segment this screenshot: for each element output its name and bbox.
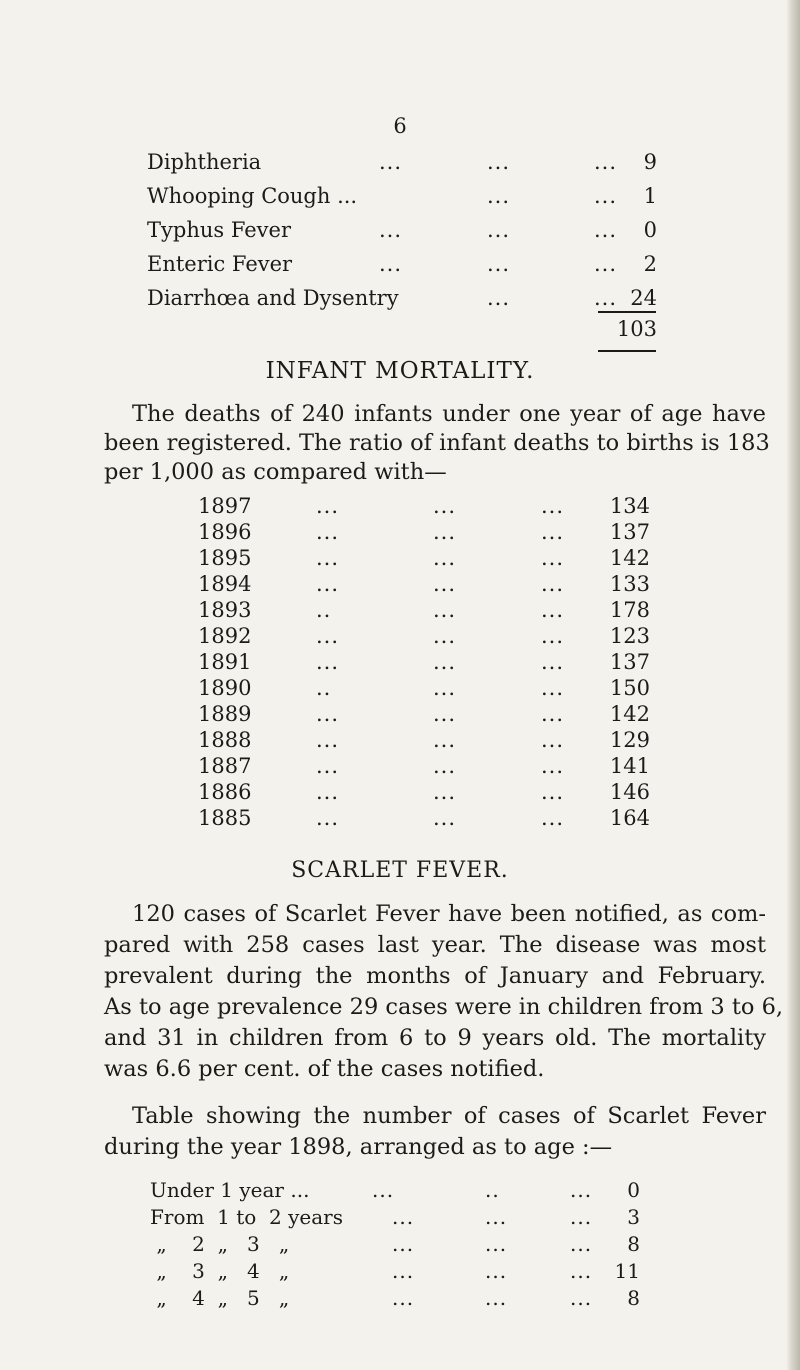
paragraph-line: been registered. The ratio of infant deaths to births is 183: [104, 430, 770, 456]
row-value: 2: [643, 252, 657, 276]
year: 1889: [198, 702, 252, 726]
year: 1890: [198, 676, 252, 700]
rate: 142: [609, 546, 650, 570]
rate: 137: [609, 520, 650, 544]
rate: 137: [609, 650, 650, 674]
paragraph-line: The deaths of 240 infants under one year of age have: [132, 401, 766, 427]
year: 1893: [198, 598, 252, 622]
infant-mortality-heading: INFANT MORTALITY.: [265, 358, 535, 384]
year: 1895: [198, 546, 252, 570]
table-row: Under 1 year ... ... .. ... 0: [150, 1178, 640, 1202]
paragraph-line: Table showing the number of cases of Scarlet Fever: [132, 1103, 766, 1129]
age-label: „ 2 „ 3 „: [150, 1232, 290, 1256]
case-count: 11: [614, 1259, 640, 1283]
rate: 133: [609, 572, 650, 596]
year: 1897: [198, 494, 252, 518]
year: 1887: [198, 754, 252, 778]
age-label: „ 4 „ 5 „: [150, 1286, 290, 1310]
table-row: „ 4 „ 5 „ ... ... ... 8: [150, 1286, 640, 1310]
rate: 178: [609, 598, 650, 622]
paragraph-line: 120 cases of Scarlet Fever have been notified, as com-: [132, 901, 766, 927]
table-row: 1894 ... ... ... 133: [198, 572, 650, 596]
row-label: Whooping Cough ...: [147, 184, 358, 208]
rate: 123: [609, 624, 650, 648]
table-row: Diphtheria ... ... ... 9: [147, 150, 657, 174]
row-label: Diphtheria: [147, 150, 262, 174]
row-value: 9: [643, 150, 657, 174]
paragraph-line: per 1,000 as compared with—: [104, 459, 447, 485]
table-row: 1888 ... ... ... 129: [198, 728, 650, 752]
age-label: From 1 to 2 years: [150, 1205, 343, 1229]
paragraph-line: prevalent during the months of January and February.: [104, 963, 766, 989]
age-label: „ 3 „ 4 „: [150, 1259, 290, 1283]
paragraph-line: during the year 1898, arranged as to age :—: [104, 1134, 613, 1160]
paragraph-line: and 31 in children from 6 to 9 years old. The mortality: [104, 1025, 766, 1051]
row-label: Enteric Fever: [147, 252, 293, 276]
rate: 141: [609, 754, 650, 778]
row-value: 24: [630, 286, 657, 310]
table-row: 1890 .. ... ... 150: [198, 676, 650, 700]
table-row: 1891 ... ... ... 137: [198, 650, 650, 674]
table-row: Whooping Cough ... ... ... 1: [147, 184, 657, 208]
paragraph-line: pared with 258 cases last year. The disease was most: [104, 932, 766, 958]
year: 1888: [198, 728, 252, 752]
table-row: 1887 ... ... ... 141: [198, 754, 650, 778]
rate: 146: [609, 780, 650, 804]
case-count: 3: [627, 1205, 640, 1229]
row-label: Diarrhœa and Dysentry: [147, 286, 399, 310]
table-row: 1895 ... ... ... 142: [198, 546, 650, 570]
infant-mortality-paragraph: [104, 400, 770, 487]
table-row: Typhus Fever ... ... ... 0: [147, 218, 657, 242]
rate: 129: [609, 728, 650, 752]
row-value: 1: [643, 184, 657, 208]
row-label: Typhus Fever: [147, 218, 291, 242]
table-row: 1893 .. ... ... 178: [198, 598, 650, 622]
year: 1896: [198, 520, 252, 544]
rate: 164: [609, 806, 650, 830]
year: 1894: [198, 572, 252, 596]
case-count: 8: [627, 1286, 640, 1310]
rate: 134: [609, 494, 650, 518]
table-row: From 1 to 2 years ... ... ... 3: [150, 1205, 640, 1229]
year: 1892: [198, 624, 252, 648]
table-row: 1885 ... ... ... 164: [198, 806, 650, 830]
paragraph-line: was 6.6 per cent. of the cases notified.: [104, 1056, 545, 1082]
table-row: „ 3 „ 4 „ ... ... ... 11: [150, 1259, 640, 1283]
year: 1891: [198, 650, 252, 674]
table-row: Diarrhœa and Dysentry ... ... 24: [147, 286, 657, 310]
table-row: 1889 ... ... ... 142: [198, 702, 650, 726]
row-value: 0: [643, 218, 657, 242]
year: 1886: [198, 780, 252, 804]
table-row: „ 2 „ 3 „ ... ... ... 8: [150, 1232, 640, 1256]
table-total: 103: [616, 317, 657, 341]
page-number: 6: [393, 114, 407, 138]
case-count: 0: [627, 1178, 640, 1202]
scarlet-fever-heading: SCARLET FEVER.: [291, 858, 509, 883]
age-label: Under 1 year ...: [150, 1178, 310, 1202]
paragraph-line: As to age prevalence 29 cases were in children from 3 to 6,: [104, 994, 784, 1020]
table-row: 1886 ... ... ... 146: [198, 780, 650, 804]
page-edge: [786, 0, 800, 1370]
rate: 150: [609, 676, 650, 700]
scarlet-fever-paragraph: [104, 899, 784, 1085]
table-row: 1896 ... ... ... 137: [198, 520, 650, 544]
table-row: Enteric Fever ... ... ... 2: [147, 252, 657, 276]
total-rule: [598, 350, 656, 352]
table-row: 1892 ... ... ... 123: [198, 624, 650, 648]
table-intro-paragraph: [104, 1101, 766, 1163]
sum-rule: [598, 311, 656, 313]
table-row: 1897 ... ... ... 134: [198, 494, 650, 518]
rate: 142: [609, 702, 650, 726]
year: 1885: [198, 806, 252, 830]
case-count: 8: [627, 1232, 640, 1256]
